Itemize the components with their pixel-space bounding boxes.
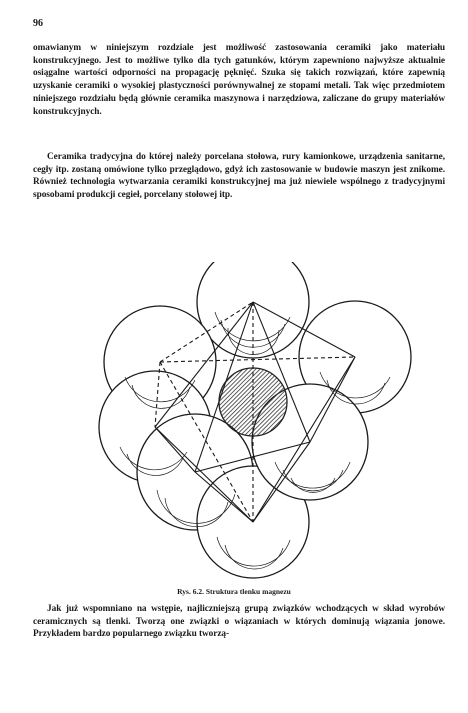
paragraph-1: omawianym w niniejszym rozdziale jest możliwość zastosowania ceramiki jako materiału konstrukcyjnego. Jest to możliwe tylko dla tych gatunków, którym zapewniono najwyższe aktualnie osiągalne wartości odporności na propagację pęknięć. Szuka się takich rozwiązań, które zapewnią uzyskanie ceramiki o wysokiej plastyczności porównywalnej ze stopami metali. Tak więc przedmiotem niniejszego rozdziału będą głównie ceramika maszynowa i narzędziowa, zaliczane do grupy materiałów konstrukcyjnych.: [33, 43, 445, 117]
figure-caption: Rys. 6.2. Struktura tlenku magnezu: [177, 587, 291, 596]
paragraph-3: Jak już wspomniano na wstępie, najliczniejszą grupą związków wchodzących w skład wyrobów ceramicznych są tlenki. Tworzą one związki o wiązaniach w których dominują wiązania jonowe. Przykładem bardzo popularnego związku tworzą-: [33, 604, 445, 640]
magnesium-oxide-structure-figure: [95, 262, 425, 582]
paragraph-2: Ceramika tradycyjna do której należy porcelana stołowa, rury kamionkowe, urządzenia sanitarne, cegły itp. zostaną omówione tylko przeglądowo, gdyż ich zastosowanie w budowie maszyn jest znikome. Również technologia wytwarzania ceramiki konstrukcyjnej ma już niewiele wspólnego z tradycyjnymi sposobami produkcji cegieł, porcelany stołowej itp.: [33, 152, 445, 201]
page-number: 96: [33, 18, 43, 29]
